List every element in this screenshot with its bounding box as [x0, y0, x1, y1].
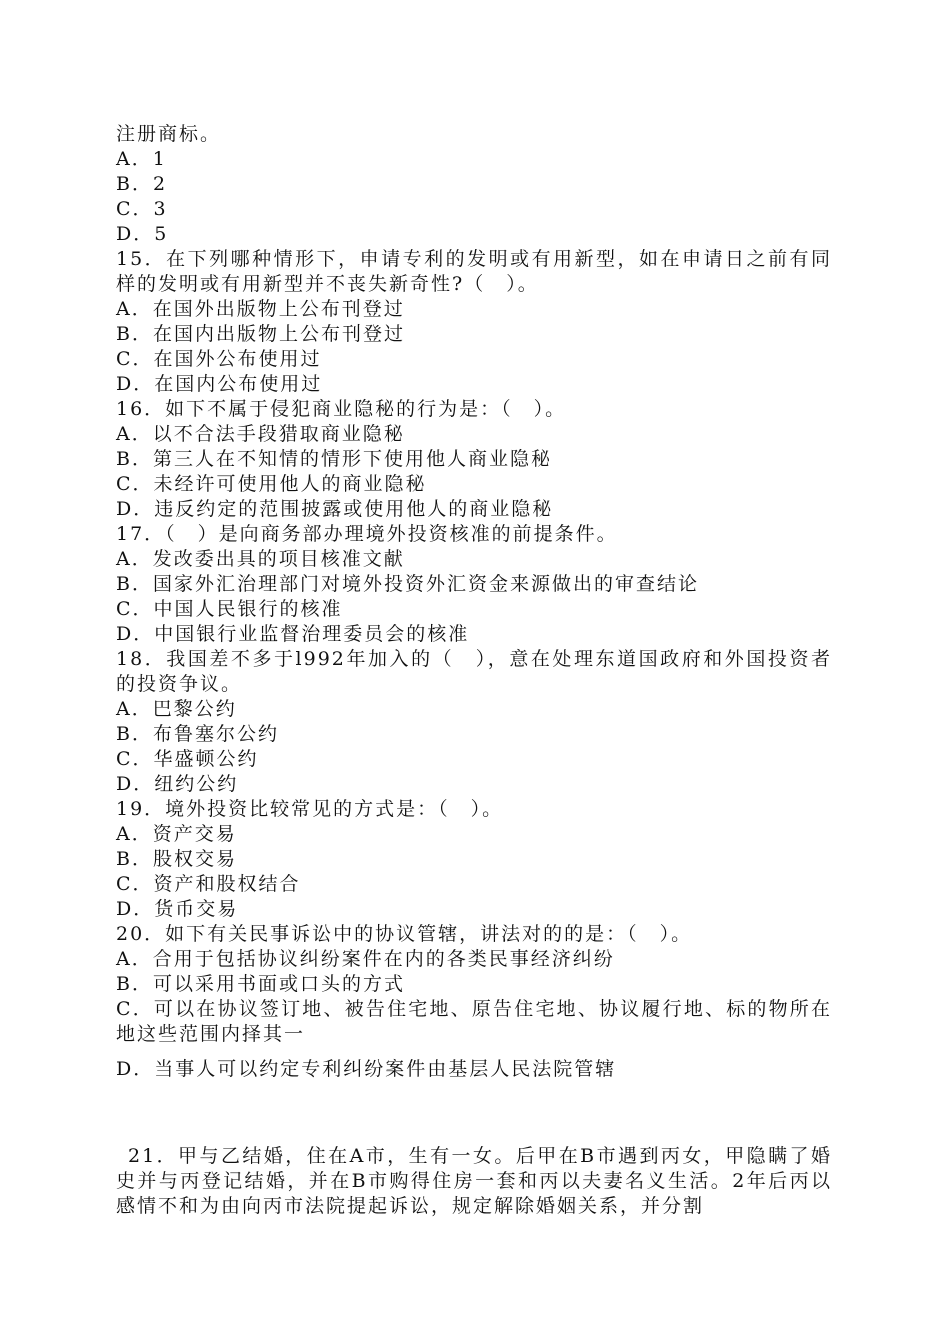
- q20-option-d: D．当事人可以约定专利纠纷案件由基层人民法院管辖: [116, 1058, 617, 1080]
- q14-option-d: D．5: [116, 223, 169, 245]
- q18-stem: 18．我国差不多于l992年加入的（ ），意在处理东道国政府和外国投资者的投资争议。: [116, 648, 832, 695]
- q21-stem: 21．甲与乙结婚，住在A市，生有一女。后甲在B市遇到丙女，甲隐瞒了婚史并与丙登记结婚，并在B市购得住房一套和丙以夫妻名义生活。2年后丙以感情不和为由向丙市法院提起诉讼，规定解除婚姻关系，并分割: [116, 1145, 832, 1217]
- q16-option-c: C．未经许可使用他人的商业隐秘: [116, 473, 427, 495]
- q17-option-a: A．发改委出具的项目核准文献: [116, 548, 405, 570]
- q18-option-a: A．巴黎公约: [116, 698, 237, 720]
- q19-option-c: C．资产和股权结合: [116, 873, 301, 895]
- q19-option-b: B．股权交易: [116, 848, 237, 870]
- q16-stem: 16．如下不属于侵犯商业隐秘的行为是：（ ）。: [116, 398, 567, 420]
- q19-option-a: A．资产交易: [116, 823, 237, 845]
- continuation-text: 注册商标。: [116, 123, 222, 145]
- q18-option-b: B．布鲁塞尔公约: [116, 723, 279, 745]
- q17-option-d: D．中国银行业监督治理委员会的核准: [116, 623, 470, 645]
- q17-option-c: C．中国人民银行的核准: [116, 598, 343, 620]
- q20-stem: 20．如下有关民事诉讼中的协议管辖，讲法对的的是：（ ）。: [116, 923, 693, 945]
- q15-option-c: C．在国外公布使用过: [116, 348, 322, 370]
- q19-stem: 19．境外投资比较常见的方式是：（ ）。: [116, 798, 504, 820]
- q15-option-b: B．在国内出版物上公布刊登过: [116, 323, 405, 345]
- q15-stem: 15．在下列哪种情形下，申请专利的发明或有用新型，如在申请日之前有同样的发明或有用新型并不丧失新奇性?（ ）。: [116, 248, 832, 295]
- q14-option-c: C．3: [116, 198, 168, 220]
- q14-option-a: A．1: [116, 148, 167, 170]
- document-page: [116, 122, 832, 1219]
- q16-option-d: D．违反约定的范围披露或使用他人的商业隐秘: [116, 498, 554, 520]
- q16-option-b: B．第三人在不知情的情形下使用他人商业隐秘: [116, 448, 552, 470]
- q18-option-d: D．纽约公约: [116, 773, 239, 795]
- q18-option-c: C．华盛顿公约: [116, 748, 259, 770]
- q20-option-c: C．可以在协议签订地、被告住宅地、原告住宅地、协议履行地、标的物所在地这些范围内择其一: [116, 998, 832, 1045]
- q20-option-a: A．合用于包括协议纠纷案件在内的各类民事经济纠纷: [116, 948, 615, 970]
- q16-option-a: A．以不合法手段猎取商业隐秘: [116, 423, 405, 445]
- q17-stem: 17．（ ）是向商务部办理境外投资核准的前提条件。: [116, 523, 618, 545]
- q15-option-a: A．在国外出版物上公布刊登过: [116, 298, 405, 320]
- q19-option-d: D．货币交易: [116, 898, 239, 920]
- q15-option-d: D．在国内公布使用过: [116, 373, 323, 395]
- q17-option-b: B．国家外汇治理部门对境外投资外汇资金来源做出的审查结论: [116, 573, 699, 595]
- q14-option-b: B．2: [116, 173, 168, 195]
- q20-option-b: B．可以采用书面或口头的方式: [116, 973, 405, 995]
- spacer: [116, 1047, 832, 1057]
- spacer: [116, 1082, 832, 1144]
